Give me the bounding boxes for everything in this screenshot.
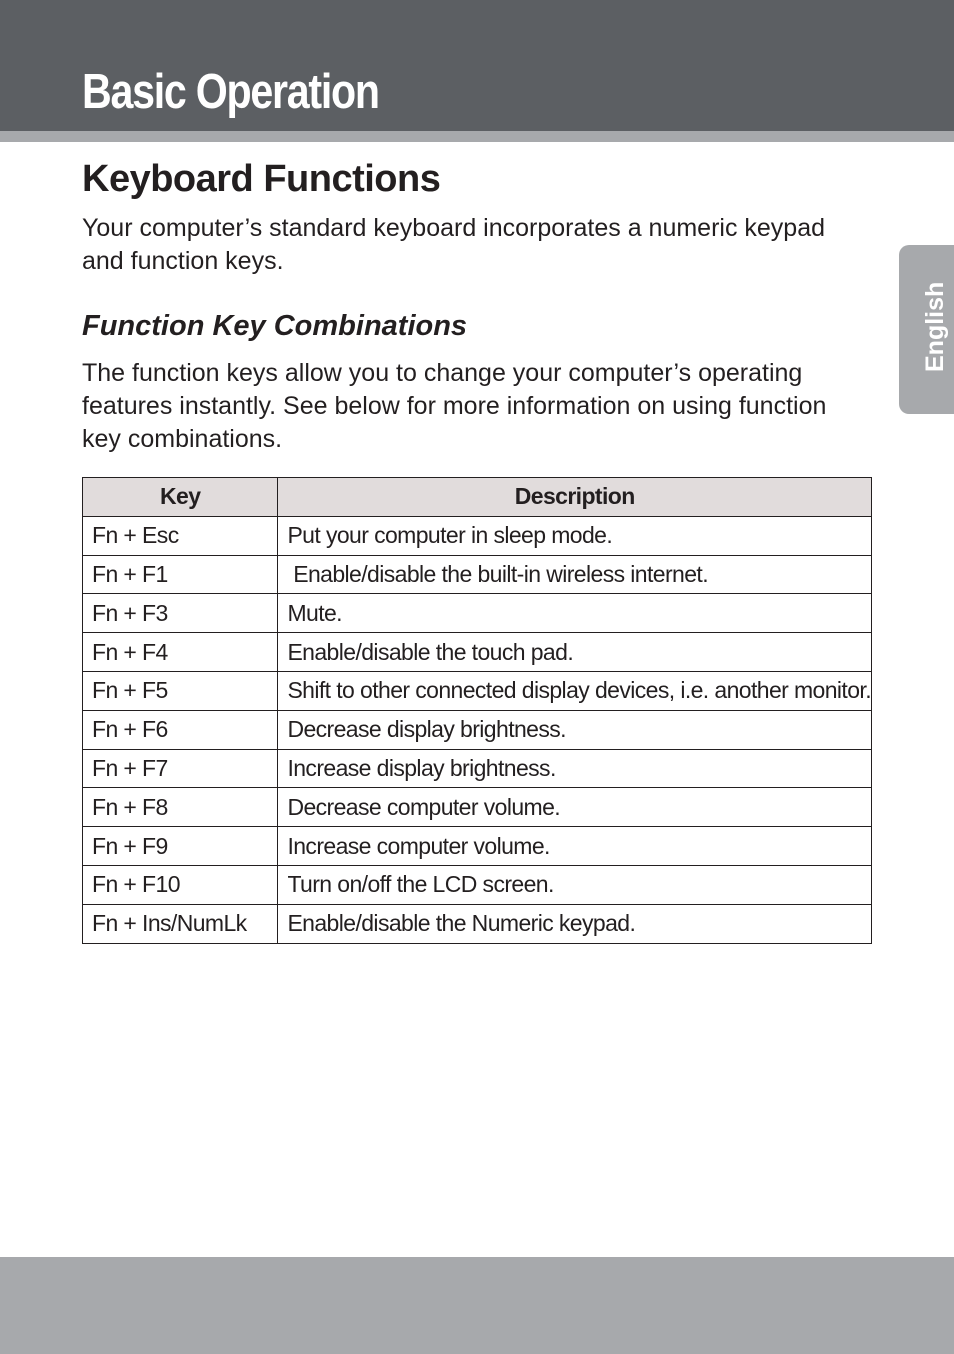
key-cell: Fn + F8 — [83, 788, 278, 827]
description-cell: Decrease display brightness. — [278, 710, 872, 749]
table-row — [83, 555, 872, 594]
key-cell: Fn + F10 — [83, 865, 278, 904]
description-cell: Put your computer in sleep mode. — [278, 516, 872, 555]
table-row — [83, 827, 872, 866]
table-row — [83, 516, 872, 555]
description-cell: Increase display brightness. — [278, 749, 872, 788]
table-row — [83, 710, 872, 749]
description-cell: Shift to other connected display devices, i.e. another monitor. — [278, 671, 872, 710]
table-row — [83, 904, 872, 943]
header-divider-strip — [0, 131, 954, 142]
key-cell: Fn + F3 — [83, 594, 278, 633]
description-cell: Enable/disable the Numeric keypad. — [278, 904, 872, 943]
column-header-description: Description — [278, 478, 872, 517]
description-cell: Enable/disable the built-in wireless internet. — [278, 555, 872, 594]
description-cell: Decrease computer volume. — [278, 788, 872, 827]
key-cell: Fn + F1 — [83, 555, 278, 594]
table-row — [83, 671, 872, 710]
description-cell: Mute. — [278, 594, 872, 633]
key-cell: Fn + Ins/NumLk — [83, 904, 278, 943]
language-tab-label: English — [921, 281, 949, 372]
key-cell: Fn + F9 — [83, 827, 278, 866]
table-row — [83, 788, 872, 827]
key-cell: Fn + F7 — [83, 749, 278, 788]
function-keys-paragraph: The function keys allow you to change your computer’s operating features instantly. See below for more information on using function key combinations. — [82, 359, 827, 453]
key-cell: Fn + F4 — [83, 633, 278, 672]
table-row — [83, 633, 872, 672]
section-title: Keyboard Functions — [82, 158, 441, 200]
description-cell: Enable/disable the touch pad. — [278, 633, 872, 672]
column-header-key: Key — [83, 478, 278, 517]
subsection-title: Function Key Combinations — [82, 310, 468, 342]
description-cell: Increase computer volume. — [278, 827, 872, 866]
table-header-row — [83, 478, 872, 517]
key-cell: Fn + F5 — [83, 671, 278, 710]
chapter-title: Basic Operation — [82, 65, 379, 119]
key-cell: Fn + Esc — [83, 516, 278, 555]
function-key-table — [82, 477, 872, 944]
description-cell: Turn on/off the LCD screen. — [278, 865, 872, 904]
table-row — [83, 594, 872, 633]
footer-band — [0, 1257, 954, 1354]
intro-paragraph: Your computer’s standard keyboard incorporates a numeric keypad and function keys. — [82, 214, 826, 275]
table-row — [83, 749, 872, 788]
key-cell: Fn + F6 — [83, 710, 278, 749]
table-row — [83, 865, 872, 904]
